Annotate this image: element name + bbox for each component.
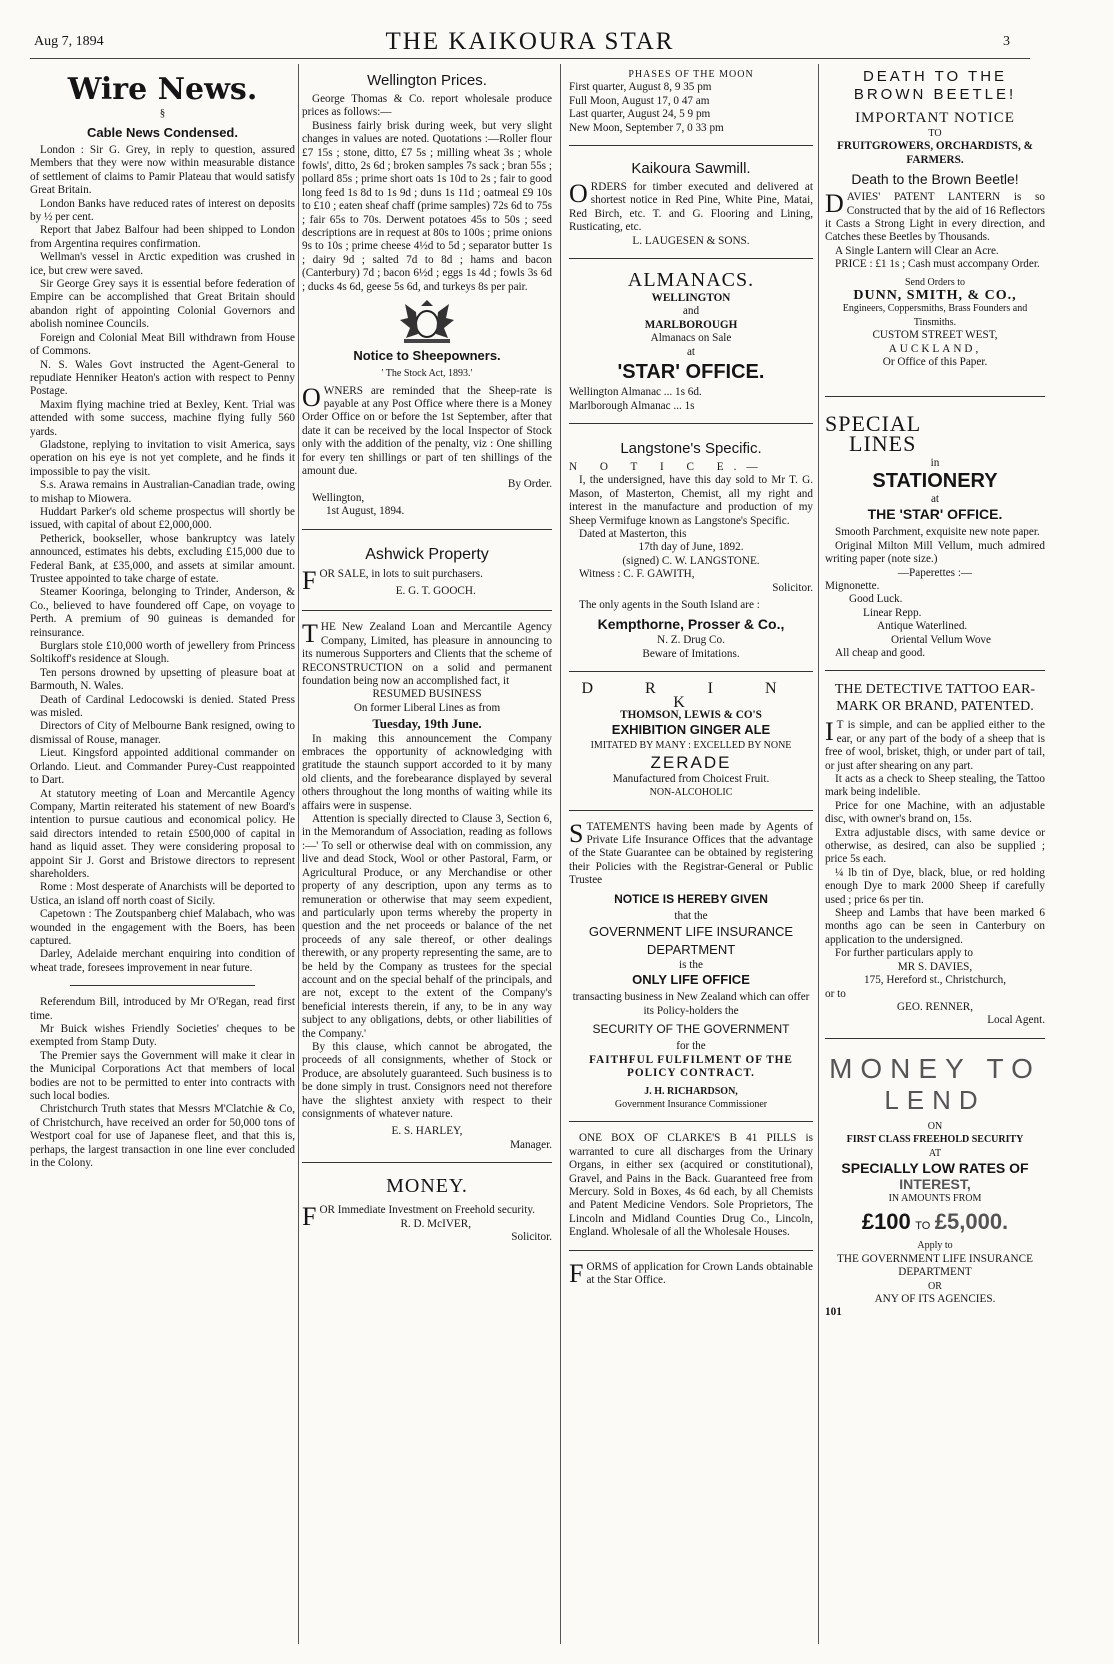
- paperettes-list: [825, 580, 1045, 647]
- paragraph: Mr Buick wishes Friendly Societies' cheques to be exempted from Stamp Duty.: [30, 1023, 295, 1049]
- brown-beetle-heading: DEATH TO THE BROWN BEETLE!: [853, 68, 1017, 103]
- paragraph: Gladstone, replying to invitation to visit America, says operation on his eye is not yet complete, and he finds it impossible to pay the visit.: [30, 438, 295, 478]
- apply-to: Apply to: [917, 1240, 953, 1252]
- nz-loan-body: [302, 733, 552, 1122]
- separator: [569, 810, 813, 811]
- zerade-label: ZERADE: [650, 752, 732, 772]
- in-label: in: [930, 456, 940, 469]
- engineers: Engineers, Coppersmiths, Brass Founders and Tinsmiths.: [842, 303, 1028, 328]
- notice-place: Wellington,: [312, 491, 365, 504]
- paragraph: Report that Jabez Balfour had been shipped to London from Argentina requires confirmation.: [30, 224, 295, 250]
- special-heading: SPECIAL: [825, 410, 922, 436]
- paragraph: Maxim flying machine tried at Bexley, Kent. Trial was attended with some success, machine flying fully 560 yards.: [30, 398, 295, 438]
- beware-imitations: Beware of Imitations.: [642, 647, 740, 660]
- column-four: [825, 68, 1045, 1638]
- langstone-witness: Witness : C. F. GAWITH,: [579, 568, 695, 581]
- paragraph: Attention is specially directed to Clause 3, Section 6, in the Memorandum of Association, reading as follows :—' To sell or otherwise deal with on commission, any live and dead Stock, Wool or other Pastoral, Farm, or Agricultural Produce, or any Merchandise or other property of any description, upon any terms as to remuneration or otherwise that may seem expedient, and particularly upon terms whereby the property in question and the net proceeds or balance of the net proceeds of any sale thereof, or other dealings therewith, or any property representing the same, are to be held by the Company as trustees for the special account and on the special behalf of the principals, and are not, except to the extent of the Company's beneficial interests therein, if any, to be in any way subject to any obligations, debts, or other liabilities of the Company.': [302, 813, 552, 1040]
- star-office-label: 'STAR' OFFICE.: [617, 361, 765, 384]
- faithful-fulfilment: FAITHFUL FULFILMENT OF THE POLICY CONTRACT.: [589, 1053, 793, 1080]
- paragraph: London : Sir G. Grey, in reply to question, assured Members that they were now within measurable distance of settlement of claims to Pamir Plateau that would satisfy Great Britain.: [30, 144, 295, 197]
- insurance-commissioner: Government Insurance Commissioner: [614, 1098, 768, 1110]
- single-lantern: A Single Lantern will Clear an Acre.: [835, 244, 999, 257]
- paragraph: The Premier says the Government will make it clear in the Municipal Corporations Act that members of local bodies are not to be permitted to enter into contracts with such local bodies.: [30, 1049, 295, 1103]
- lend: LEND: [884, 1084, 986, 1115]
- tattoo-heading: THE DETECTIVE TATTOO EAR-MARK OR BRAND, PATENTED.: [834, 682, 1036, 715]
- renner-name: GEO. RENNER,: [896, 1000, 974, 1013]
- paragraph: Darley, Adelaide merchant enquiring into condition of wheat trade, foresees improvement in near future.: [30, 948, 295, 974]
- paragraph: Original Milton Mill Vellum, much admired writing paper (note size.): [825, 539, 1045, 566]
- separator: [569, 671, 813, 672]
- drink-heading: D R I N K: [581, 680, 801, 711]
- ashwick-sign: E. G. T. GOOCH.: [395, 584, 476, 597]
- choicest-fruit: Manufactured from Choicest Fruit.: [612, 772, 770, 785]
- any-agencies: ANY OF ITS AGENCIES.: [874, 1292, 996, 1305]
- column-wire-news: [30, 68, 295, 1638]
- page-number: 3: [1003, 34, 1010, 49]
- paragraph: Death of Cardinal Ledocowski is denied. Stated Press was misled.: [30, 693, 295, 720]
- amount-to-word: TO: [915, 1220, 931, 1233]
- separator: [70, 985, 255, 986]
- langstone-signed: (signed) C. W. LANGSTONE.: [622, 554, 760, 567]
- separator: [569, 145, 813, 146]
- almanac-and: and: [682, 305, 700, 318]
- langstone-heading: Langstone's Specific.: [620, 439, 762, 457]
- amounts-range: [825, 1209, 1045, 1235]
- dunn-smith: DUNN, SMITH, & CO.,: [853, 288, 1017, 304]
- crown-lands-forms: FORMS of application for Crown Lands obtainable at the Star Office.: [569, 1258, 813, 1288]
- star-office: THE 'STAR' OFFICE.: [867, 506, 1003, 523]
- stationery-heading: STATIONERY: [872, 469, 998, 492]
- thomson-lewis: THOMSON, LEWIS & CO'S: [620, 709, 762, 721]
- that-the: that the: [674, 909, 708, 922]
- at2-label: AT: [928, 1147, 942, 1159]
- sawmill-heading: Kaikoura Sawmill.: [631, 160, 751, 178]
- separator: [825, 1038, 1045, 1039]
- resumed-business: RESUMED BUSINESS: [372, 688, 482, 701]
- davies-lantern-body: DAVIES' PATENT LANTERN is so Constructed that by the aid of 16 Reflectors it Casts a Strong Light in every direction, and Catches these Beetles by Thousands.: [825, 189, 1045, 244]
- almanac-at: at: [686, 345, 696, 358]
- notice-to: TO: [928, 128, 942, 139]
- first-class-security: FIRST CLASS FREEHOLD SECURITY: [846, 1134, 1024, 1146]
- langstone-solicitor: Solicitor.: [772, 581, 813, 594]
- tattoo-body: [825, 773, 1045, 961]
- statements-body: STATEMENTS having been made by Agents of Private Life Insurance Offices that the advantage of the State Guarantee can be obtained by registering their Policies with the Registrar-General or Public Trustee: [569, 818, 813, 887]
- manager-name: E. S. HARLEY,: [391, 1125, 463, 1138]
- stationery-list-item: Good Luck.: [849, 593, 903, 606]
- govt-insurance-dept: THE GOVERNMENT LIFE INSURANCE DEPARTMENT: [837, 1252, 1033, 1279]
- stationery-list-item: Oriental Vellum Wove: [891, 633, 991, 646]
- separator: [825, 670, 1045, 671]
- masthead-rule: [30, 58, 1030, 59]
- stationery-list-item: Mignonette.: [825, 579, 880, 592]
- paragraph: Sir George Grey says it is essential before federation of Empire can be accomplished that Great Britain should abandon right of appointing Colonial Governors and abolish nominee Councils.: [30, 278, 295, 331]
- langstone-notice: N O T I C E.—: [569, 460, 768, 473]
- kempthorne-firm: Kempthorne, Prosser & Co.,: [597, 616, 785, 633]
- manager-title: Manager.: [510, 1138, 552, 1151]
- paragraph: Price for one Machine, with an adjustable disc, with owner's brand on, 15s.: [825, 799, 1045, 826]
- paragraph: New Moon, September 7, 0 33 pm: [569, 121, 724, 134]
- column-two: [302, 68, 552, 1638]
- amount-from: £100: [861, 1209, 911, 1235]
- paragraph: Petherick, bookseller, whose bankruptcy was lately announced, estimates his debts, excluding £15,000 due to Federal Bank, at £35,000, and assets at similar amount. Trustee appointed to take charge of estate.: [30, 532, 295, 585]
- only-life-office: ONLY LIFE OFFICE: [632, 972, 750, 988]
- paragraph: Huddart Parker's old scheme prospectus will shortly be issued, with capital of about £2,000,000.: [30, 505, 295, 532]
- solicitor-name: R. D. McIVER,: [400, 1217, 471, 1230]
- almanac-price-2: Marlborough Almanac ... 1s: [569, 399, 695, 412]
- sheepowners-notice: OWNERS are reminded that the Sheep-rate is payable at any Post Office where there is a Money Order Office on or before the 1st September, after that date it can be received by the local Inspector of Stock only with the addition of the penalty, viz : One shilling for every ten shillings or part of ten shillings of the amount due.: [302, 382, 552, 477]
- notice-given: NOTICE IS HEREBY GIVEN: [614, 891, 768, 906]
- paragraph: At statutory meeting of Loan and Mercantile Agency Company, Martin reiterated his statement of new Board's intention to pursue cautious and economical policy. He said directors intended to retain £500,000 of capital in hand as liquid asset. They were considering proposal to appoint Sir J. Gorst and Bristowe directors to represent shareholders.: [30, 787, 295, 880]
- almanac-marlborough: MARLBOROUGH: [644, 318, 738, 331]
- langstone-day: 17th day of June, 1892.: [638, 541, 744, 554]
- column-divider: [818, 64, 819, 1644]
- at-label: at: [930, 492, 940, 505]
- paragraph: By this clause, which cannot be abrogated, the proceeds of all consignments, whether of Stock or Produce, are absolutely guaranteed. Such business is to be done simply in trust. Consignors need not therefore have the slightest anxiety with respect to their consignments of whatever nature.: [302, 1040, 552, 1120]
- almanacs-heading: ALMANACS.: [627, 269, 755, 292]
- auckland: AUCKLAND,: [888, 342, 982, 355]
- ginger-ale: EXHIBITION GINGER ALE: [611, 722, 771, 738]
- in-amounts: IN AMOUNTS FROM: [888, 1192, 982, 1204]
- stationery-list-item: Antique Waterlined.: [877, 620, 968, 633]
- cheap-and-good: All cheap and good.: [835, 646, 926, 659]
- stationery-list-item: Linear Repp.: [863, 606, 922, 619]
- davies-sign: MR S. DAVIES,: [897, 960, 973, 973]
- sawmill-sign: L. LAUGESEN & SONS.: [632, 234, 750, 247]
- almanac-wellington: WELLINGTON: [651, 292, 731, 305]
- is-the: is the: [679, 959, 703, 972]
- sawmill-body: ORDERS for timber executed and delivered at shortest notice in Red Pine, White Pine, Matai, Red Birch, etc. T. and G. Flooring and Lining, Rusticating, etc.: [569, 179, 813, 234]
- royal-crest-icon: [396, 298, 458, 344]
- local-agent: Local Agent.: [987, 1014, 1045, 1027]
- paragraph: N. S. Wales Govt instructed the Agent-General to repudiate Henniker Heaton's action with respect to Penny Postage.: [30, 358, 295, 398]
- paragraph: George Thomas & Co. report wholesale produce prices as follows:—: [302, 93, 552, 119]
- separator: [302, 610, 552, 611]
- money-to: MONEY TO: [829, 1052, 1041, 1084]
- separator: [569, 423, 813, 424]
- lantern-price: PRICE : £1 1s ; Cash must accompany Order.: [835, 258, 1040, 271]
- separator: [569, 1121, 813, 1122]
- paperettes: —Paperettes :—: [897, 566, 973, 579]
- paragraph: Wellman's vessel in Arctic expedition was crushed in ice, but crew were saved.: [30, 251, 295, 277]
- paragraph: S.s. Arawa remains in Australian-Canadian trade, owing to mishap to Miowera.: [30, 479, 295, 505]
- paragraph: Referendum Bill, introduced by Mr O'Regan, read first time.: [30, 996, 295, 1022]
- separator: [302, 529, 552, 530]
- on-label: ON: [927, 1120, 943, 1132]
- langstone-agents: The only agents in the South Island are :: [579, 598, 760, 611]
- paragraph: Burglars stole £10,000 worth of jewellery from Princess Soltikoff's residence at Slough.: [30, 640, 295, 666]
- amount-to: £5,000.: [934, 1209, 1009, 1235]
- important-notice: IMPORTANT NOTICE: [855, 110, 1015, 126]
- section-ornament: §: [159, 107, 166, 119]
- paragraph: Foreign and Colonial Meat Bill withdrawn from House of Commons.: [30, 331, 295, 358]
- paragraph: Steamer Kooringa, belonging to Trinder, Anderson, & Co., believed to have foundered off Cape, on voyage to Perth. A premium of 90 guineas is demanded for reinsurance.: [30, 586, 295, 639]
- ashwick-body: FOR SALE, in lots to suit purchasers.: [302, 565, 483, 595]
- ashwick-heading: Ashwick Property: [365, 545, 489, 563]
- wellington-prices-body: [302, 93, 552, 294]
- wire-news-items: [30, 144, 295, 975]
- interest: INTEREST,: [899, 1175, 971, 1192]
- wellington-prices-heading: Wellington Prices.: [367, 72, 487, 89]
- or-label: OR: [928, 1280, 942, 1292]
- paragraph: Last quarter, August 24, 5 9 pm: [569, 108, 711, 121]
- cable-news-subheading: Cable News Condensed.: [87, 125, 238, 140]
- paragraph: ¼ lb tin of Dye, black, blue, or red holding enough Dye to mark 2000 Sheep if carefully used ; price 6s per tin.: [825, 866, 1045, 906]
- almanac-price-1: Wellington Almanac ... 1s 6d.: [569, 386, 702, 399]
- paragraph: Business fairly brisk during week, but very slight changes in values are noted. Quotations :—Roller flour £7 15s ; stone, ditto, £7 5s ; milling wheat 3s ; whole fowls', ditto, 2s 6d ; broken samples 7s sack ; bran 55s ; pollard 85s ; prime short oats 1s 10d to 2s ; fair to good long feed 1s 8d to 1s 9d ; duns 1s 11d ; oatmeal £9 10s to £10 ; eaten sheaf chaff (prime samples) 72s 6d to 75s ; fair 65s to 70s. Derwent potatoes 45s to 50s ; seed descriptions are in request at 80s to 100s ; prime onions 9s to 10s ; prime cheese 4½d to 5d ; separator butter 1s ; dairy 9d ; salted 7d to 8d ; hams and bacon (Canterbury) 7d ; bacon 6½d ; eggs 1s 4d ; fowls 3s 6d ; ducks 4s 6d, geese 5s 6d, and turkeys 8s per pair.: [302, 119, 552, 293]
- paragraph: Ten persons drowned by upsetting of pleasure boat at Barmouth, N. Wales.: [30, 666, 295, 693]
- office-of-paper: Or Office of this Paper.: [882, 356, 988, 369]
- paragraph: Lieut. Kingsford appointed additional commander on Orlando. Lieut. and Commander Purey-Cust reappointed to Dart.: [30, 747, 295, 787]
- masthead: [30, 28, 1030, 54]
- davies-address: 175, Hereford st., Christchurch,: [864, 974, 1006, 987]
- almanac-sale: Almanacs on Sale: [650, 332, 732, 345]
- separator: [569, 1250, 813, 1251]
- tattoo-first: I T is simple, and can be applied either to the ear, or any part of the body of a sheep that is free of wool, brisket, thigh, or under part of tail, or just after shearing on any part.: [825, 717, 1045, 772]
- paragraph: Capetown : The Zoutspanberg chief Malabach, who was wounded in the engagement with the Boers, has been captured.: [30, 908, 295, 947]
- lines-heading: LINES: [849, 430, 917, 456]
- paragraph: Full Moon, August 17, 0 47 am: [569, 94, 710, 107]
- paragraph: It acts as a check to Sheep stealing, the Tattoo mark being indelible.: [825, 773, 1045, 799]
- notice-date: 1st August, 1894.: [326, 505, 405, 518]
- former-lines: On former Liberal Lines as from: [353, 701, 501, 714]
- moon-heading: PHASES OF THE MOON: [628, 69, 754, 80]
- non-alcoholic: NON-ALCOHOLIC: [649, 787, 733, 799]
- separator: [825, 396, 1045, 397]
- or-to: or to: [825, 987, 846, 1000]
- clarke-pills-body: ONE BOX OF CLARKE'S B 41 PILLS is warranted to cure all discharges from the Urinary Organs, in either sex (acquired or constitutional), Gravel, and Pains in the Back. Guaranteed free from Mercury. Sold in Boxes, 4s 6d each, by all Chemists and Patent Medicine Vendors. Sole Proprietors, The Lincoln and Midland Counties Drug Co., Lincoln, England. Wholesale of all the Wholesale Houses.: [569, 1132, 813, 1239]
- money-body: FOR Immediate Investment on Freehold security.: [302, 1202, 535, 1232]
- paragraph: Smooth Parchment, exquisite new note paper.: [835, 526, 1040, 539]
- imitated-tagline: IMITATED BY MANY : EXCELLED BY NONE: [590, 740, 792, 752]
- security-govt: SECURITY OF THE GOVERNMENT: [592, 1022, 790, 1037]
- for-the: for the: [676, 1040, 706, 1053]
- resumption-date: Tuesday, 19th June.: [372, 716, 482, 732]
- newspaper-title: THE KAIKOURA STAR: [385, 28, 675, 55]
- drug-company: N. Z. Drug Co.: [657, 634, 725, 647]
- paragraph: For further particulars apply to: [835, 947, 973, 960]
- special-rates: SPECIALLY LOW RATES OF: [841, 1159, 1029, 1176]
- separator: [302, 1162, 552, 1163]
- paragraph: First quarter, August 8, 9 35 pm: [569, 81, 712, 94]
- stock-act-subheading: ' The Stock Act, 1893.': [381, 368, 473, 380]
- paragraph: Directors of City of Melbourne Bank resigned, owing to dismissal of Rouse, manager.: [30, 720, 295, 746]
- custom-street: CUSTOM STREET WEST,: [872, 329, 998, 342]
- paragraph: Christchurch Truth states that Messrs M'Clatchie & Co, of Christchurch, have received an order for 50,000 tons of Westport coal for use of Japanese fleet, and that this is, perhaps, the largest transaction in one line ever concluded in the Colony.: [30, 1103, 295, 1170]
- advert-ref: 101: [825, 1306, 842, 1319]
- solicitor-title: Solicitor.: [511, 1231, 552, 1244]
- separator: [569, 258, 813, 259]
- sheepowners-heading: Notice to Sheepowners.: [353, 348, 501, 364]
- column-divider: [560, 64, 561, 1644]
- paragraph: In making this announcement the Company embraces the opportunity of acknowledging with gratitude the staunch support accorded to it by many old clients, and the forebearance displayed by several others throughout the long months of waiting while its affairs were in suspense.: [302, 732, 552, 812]
- by-order: By Order.: [507, 478, 552, 491]
- stationery-items: [825, 526, 1045, 566]
- drop-cap: O: [302, 382, 321, 412]
- transacting: transacting business in New Zealand which can offer its Policy-holders the: [572, 991, 810, 1017]
- column-divider: [298, 64, 299, 1644]
- paragraph: Extra adjustable discs, with same device or otherwise, as desired, can also be supplied ; price 5s each.: [825, 826, 1045, 866]
- moon-phases: [569, 81, 813, 135]
- paragraph: Rome : Most desperate of Anarchists will be deported to Ustica, an island off north coast of Sicily.: [30, 881, 295, 907]
- fruitgrowers: FRUITGROWERS, ORCHARDISTS, & FARMERS.: [837, 140, 1033, 166]
- send-orders: Send Orders to: [905, 276, 965, 288]
- langstone-body: I, the undersigned, have this day sold to Mr T. G. Mason, of Masterton, Chemist, all my right and interest in the manufacture and production of my Sheep Vermifuge known as Langstone's Specific.: [569, 474, 813, 527]
- nz-loan-intro: THE New Zealand Loan and Mercantile Agency Company, Limited, has pleasure in announcing to its numerous Supporters and Clients that the scheme of RECONSTRUCTION on a solid and permanent foundation being now an accomplished fact, it: [302, 619, 552, 687]
- brown-beetle-subheading: Death to the Brown Beetle!: [851, 171, 1019, 188]
- paragraph: Sheep and Lambs that have been marked 6 months ago can be seen in Canterbury on application to the undersigned.: [825, 907, 1045, 946]
- richardson-name: J. H. RICHARDSON,: [644, 1085, 738, 1097]
- langstone-dated: Dated at Masterton, this: [579, 527, 687, 540]
- parliament-items: [30, 996, 295, 1170]
- wire-news-heading: Wire News.: [67, 72, 258, 107]
- govt-life-dept: GOVERNMENT LIFE INSURANCE DEPARTMENT: [588, 924, 794, 958]
- column-three: [569, 68, 813, 1638]
- paragraph: London Banks have reduced rates of interest on deposits by ½ per cent.: [30, 197, 295, 224]
- money-heading: MONEY.: [386, 1175, 468, 1198]
- issue-date: Aug 7, 1894: [34, 34, 104, 49]
